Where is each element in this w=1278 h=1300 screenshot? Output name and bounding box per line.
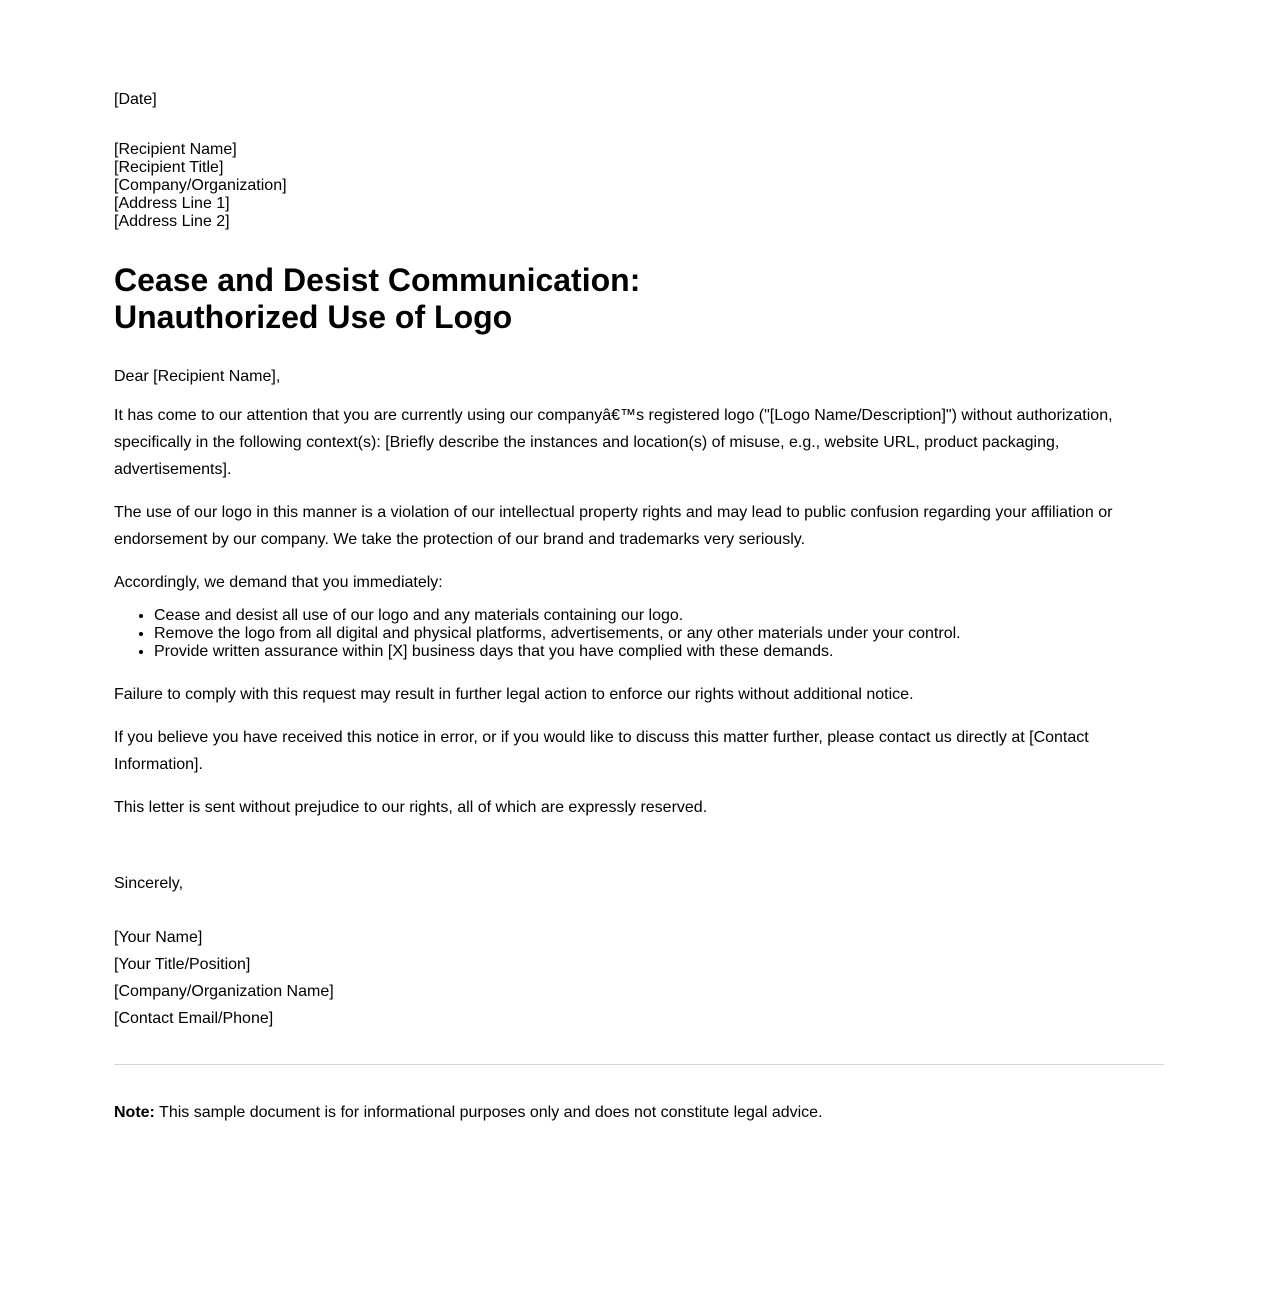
- signature-contact: [Contact Email/Phone]: [114, 1010, 274, 1027]
- note-divider: [114, 1064, 1164, 1065]
- signature-block: [114, 924, 1164, 1032]
- demand-list: [114, 607, 1164, 661]
- letter-date: [Date]: [114, 91, 157, 108]
- recipient-title: [Recipient Title]: [114, 159, 224, 176]
- paragraph-violation: The use of our logo in this manner is a violation of our intellectual property rights and may lead to public confusion regarding your affiliation or endorsement by our company. We take the protection of our brand and trademarks very seriously.: [114, 504, 1113, 548]
- paragraph-attention: It has come to our attention that you are currently using our companyâ€™s registered logo ("[Logo Name/Description]") without authorization, specifically in the following context(s): [Briefly describe the instances and location(s) of misuse, e.g., website URL, product packaging, advertisements].: [114, 407, 1113, 478]
- salutation: Dear [Recipient Name],: [114, 368, 281, 385]
- letter-title: [114, 262, 1164, 336]
- recipient-name: [Recipient Name]: [114, 141, 237, 158]
- demand-item-remove: • Remove the logo from all digital and physical platforms, advertisements, or any other materials under your control.: [154, 625, 1164, 643]
- recipient-address-line-2: [Address Line 2]: [114, 213, 230, 230]
- letter-title-line-1: Cease and Desist Communication:: [114, 262, 641, 298]
- paragraph-failure: Failure to comply with this request may result in further legal action to enforce our rights without additional notice.: [114, 686, 914, 703]
- disclaimer-note: [114, 1099, 1164, 1126]
- signature-name: [Your Name]: [114, 929, 203, 946]
- paragraph-contact: If you believe you have received this notice in error, or if you would like to discuss this matter further, please contact us directly at [Contact Information].: [114, 729, 1089, 773]
- paragraph-prejudice: This letter is sent without prejudice to our rights, all of which are expressly reserved.: [114, 799, 708, 816]
- signature-title: [Your Title/Position]: [114, 956, 251, 973]
- recipient-address-block: [114, 141, 1164, 231]
- letter-title-line-2: Unauthorized Use of Logo: [114, 299, 513, 335]
- demand-item-assurance: • Provide written assurance within [X] business days that you have complied with these demands.: [154, 643, 1164, 661]
- recipient-company: [Company/Organization]: [114, 177, 287, 194]
- note-text: This sample document is for informational purposes only and does not constitute legal advice.: [154, 1104, 823, 1121]
- closing: Sincerely,: [114, 875, 184, 892]
- demand-item-cease: • Cease and desist all use of our logo and any materials containing our logo.: [154, 607, 1164, 625]
- note-label: Note:: [114, 1104, 155, 1121]
- demand-intro: Accordingly, we demand that you immediately:: [114, 574, 443, 591]
- signature-company: [Company/Organization Name]: [114, 983, 334, 1000]
- recipient-address-line-1: [Address Line 1]: [114, 195, 230, 212]
